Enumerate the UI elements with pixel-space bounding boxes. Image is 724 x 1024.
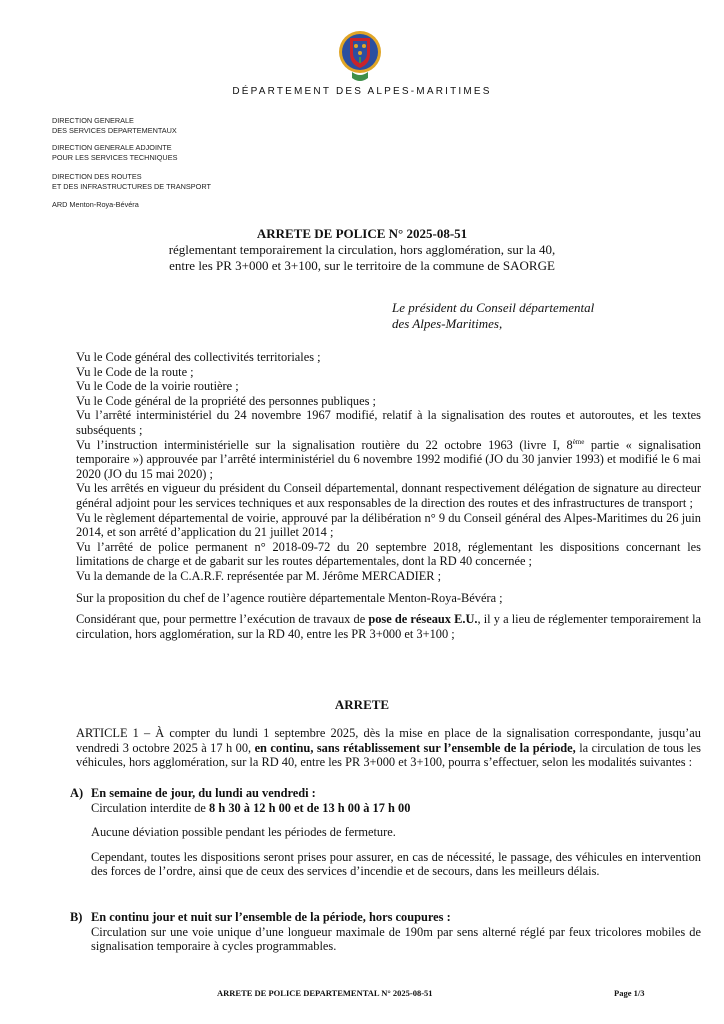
direction-generale bbox=[52, 116, 177, 135]
section-b-line: Circulation sur une voie unique d’une longueur maximale de 190m par sens alterné réglé par feux tricolores mobiles de signalisation temporaire à cycles programmables. bbox=[91, 924, 701, 954]
section-a-text: Circulation interdite de bbox=[91, 800, 210, 815]
section-a-line bbox=[70, 801, 701, 816]
direction-generale-adjointe bbox=[52, 143, 177, 162]
direction-line: DES SERVICES DEPARTEMENTAUX bbox=[52, 125, 177, 135]
section-a-heading-line bbox=[70, 786, 701, 801]
article-text: la circulation de tous les véhicules, hors agglomération, sur la RD 40, entre les PR 3+000 et 3+100, pourra s’effectuer, selon les modalités suivantes : bbox=[76, 740, 702, 770]
considerant-bold: pose de réseaux E.U. bbox=[368, 612, 478, 627]
section-b-label: B) bbox=[70, 910, 83, 924]
direction-line: DIRECTION DES ROUTES bbox=[52, 172, 142, 181]
subtitle-line: réglementant temporairement la circulation, hors agglomération, sur la 40, bbox=[168, 242, 556, 257]
article-1 bbox=[76, 726, 701, 770]
article-text: ARTICLE 1 – À compter du lundi 1 septembre 2025, dès la mise en place de la signalisation correspondante, jusqu’au vendredi 3 octobre 2025 à 17 h 00, bbox=[76, 726, 701, 755]
direction-line: DIRECTION GENERALE ADJOINTE bbox=[52, 143, 172, 152]
section-a-label: A) bbox=[70, 786, 84, 800]
department-name: DÉPARTEMENT DES ALPES-MARITIMES bbox=[232, 86, 492, 97]
direction-line: DIRECTION GENERALE bbox=[52, 116, 134, 125]
document-title: ARRETE DE POLICE N° 2025-08-51 bbox=[256, 226, 468, 241]
section-b-heading: En continu jour et nuit sur l’ensemble de la période, hors coupures : bbox=[91, 910, 451, 924]
article-1-text bbox=[76, 726, 701, 770]
visa-text: Vu l’instruction interministérielle sur la signalisation routière du 22 octobre 1963 (livre I, 8 bbox=[76, 437, 573, 452]
direction-routes bbox=[52, 172, 211, 191]
visa: Vu les arrêtés en vigueur du président du Conseil départemental, donnant respectivement délégation de signature au directeur général adjoint pour les services techniques et aux responsables de la direction des routes et des infrastructures de transport ; bbox=[76, 481, 701, 510]
article-bold: en continu, sans rétablissement sur l’ensemble de la période, bbox=[254, 740, 576, 755]
document-subtitle bbox=[0, 242, 724, 274]
visa-sup: ème bbox=[572, 437, 585, 446]
section-a-line: Cependant, toutes les dispositions seront prises pour assurer, en cas de nécessité, le passage, des véhicules en intervention des forces de l’ordre, ainsi que de ceux des services d’incendie et de secours, dans les meilleurs délais. bbox=[91, 849, 701, 879]
visa: Vu l’arrêté de police permanent n° 2018-09-72 du 20 septembre 2018, réglementant les dispositions concernant les limitations de charge et de gabarit sur les routes départementales, dont la RD 40 concernée ; bbox=[76, 539, 701, 569]
president-signatory bbox=[392, 300, 594, 332]
visa-text: partie « signalisation temporaire ») approuvée par l’arrêté interministériel du 6 novembre 1992 modifié (JO du 30 janvier 1993) et modifié le 6 mai 2020 (JO du 15 mai 2020) ; bbox=[76, 437, 701, 481]
coat-of-arms-icon bbox=[337, 28, 383, 86]
president-line: des Alpes-Maritimes, bbox=[392, 316, 503, 331]
direction-line: ET DES INFRASTRUCTURES DE TRANSPORT bbox=[52, 181, 211, 191]
agence-routiere bbox=[52, 200, 139, 210]
section-a-heading: En semaine de jour, du lundi au vendredi : bbox=[91, 786, 316, 800]
arrete-heading: ARRETE bbox=[334, 697, 390, 712]
visas-block bbox=[76, 350, 701, 641]
section-a-hours: 8 h 30 à 12 h 00 et de 13 h 00 à 17 h 00 bbox=[209, 800, 411, 815]
president-line: Le président du Conseil départemental bbox=[392, 300, 595, 315]
visa: Vu le Code général de la propriété des personnes publiques ; bbox=[76, 393, 376, 408]
visa: Vu le Code de la route ; bbox=[76, 364, 194, 379]
section-a bbox=[70, 786, 701, 879]
visa: Vu le règlement départemental de voirie, approuvé par la délibération n° 9 du Conseil général des Alpes-Maritimes du 26 juin 2014, et son arrêté d’application du 21 juillet 2014 ; bbox=[76, 510, 701, 540]
page-number: Page 1/3 bbox=[614, 988, 645, 998]
visa: Vu l’arrêté interministériel du 24 novembre 1967 modifié, relatif à la signalisation des routes et autoroutes, et les textes subséquents ; bbox=[76, 408, 701, 437]
footer-title: ARRETE DE POLICE DEPARTEMENTAL N° 2025-08-51 bbox=[217, 988, 433, 998]
subtitle-line: entre les PR 3+000 et 3+100, sur le territoire de la commune de SAORGE bbox=[169, 258, 555, 273]
considerant-text: Considérant que, pour permettre l’exécution de travaux de bbox=[76, 612, 369, 627]
proposition: Sur la proposition du chef de l’agence routière départementale Menton-Roya-Bévéra ; bbox=[76, 590, 503, 605]
direction-line: POUR LES SERVICES TECHNIQUES bbox=[52, 152, 178, 162]
section-b bbox=[70, 910, 701, 954]
section-b-heading-line bbox=[70, 910, 701, 925]
department-logo bbox=[337, 28, 383, 86]
direction-line: ARD Menton-Roya-Bévéra bbox=[52, 200, 139, 209]
section-a-line: Aucune déviation possible pendant les périodes de fermeture. bbox=[91, 825, 396, 840]
visa: Vu le Code général des collectivités territoriales ; bbox=[76, 350, 321, 364]
considerant bbox=[76, 612, 701, 641]
visa: Vu le Code de la voirie routière ; bbox=[76, 379, 239, 394]
visa bbox=[76, 438, 701, 482]
visa: Vu la demande de la C.A.R.F. représentée par M. Jérôme MERCADIER ; bbox=[76, 568, 442, 583]
considerant-text: , il y a lieu de réglementer temporairement la circulation, hors agglomération, sur la RD 40, entre les PR 3+000 et 3+100 ; bbox=[76, 612, 702, 641]
